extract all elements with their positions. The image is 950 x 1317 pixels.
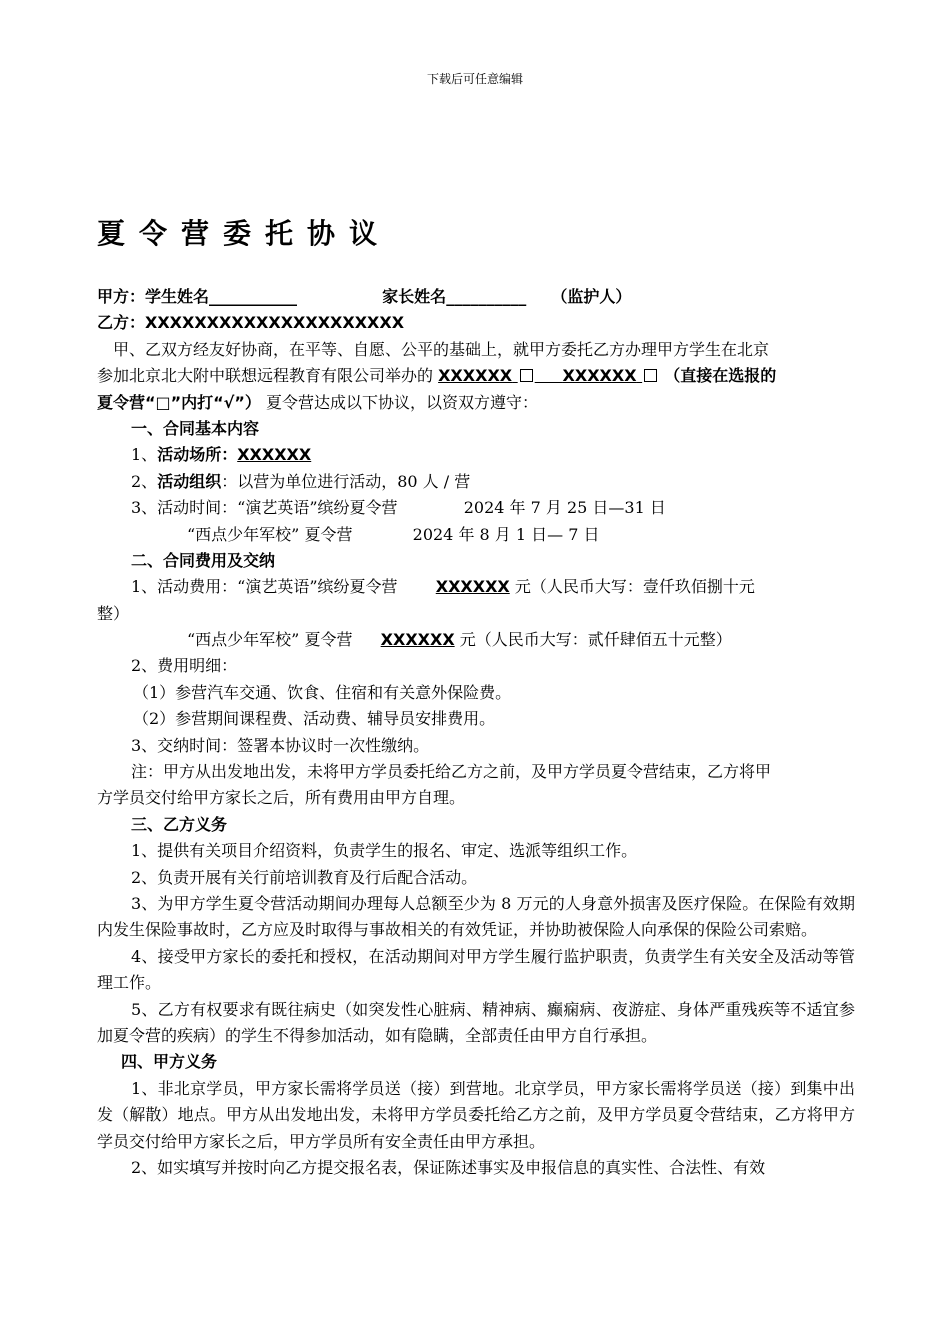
organization-key: 活动组织 (157, 471, 222, 491)
party-b-duty-1: 1、提供有关项目介绍资料，负责学生的报名、审定、选派等组织工作。 (131, 841, 638, 861)
time-camp-2: “西点少年军校” 夏令营 (187, 524, 353, 544)
fee-note-2: 方学员交付给甲方家长之后，所有费用由甲方自理。 (97, 788, 466, 808)
time-item-2 (97, 522, 855, 548)
page-title: 夏令营委托协议 (97, 217, 392, 250)
fee-amount-2: XXXXXX (380, 630, 455, 650)
party-b-duty-5: 5、乙方有权要求有既往病史（如突发性心脏病、精神病、癫痫病、夜游症、身体严重残疾等不适宜参加夏令营的疾病）的学生不得参加活动，如有隐瞒，全部责任由甲方自行承担。 (97, 999, 855, 1046)
party-a-label: 甲方：学生姓名 (97, 287, 210, 306)
time-date-2: 2024 年 8 月 1 日— 7 日 (412, 524, 600, 544)
party-b-line: 乙方：XXXXXXXXXXXXXXXXXXXXX (97, 313, 405, 333)
fee-line-1-cont: 整） (97, 603, 130, 623)
venue-key: 活动场所： (157, 445, 238, 465)
organization-value: ：以营为单位进行活动，80 人 / 营 (221, 471, 471, 491)
parent-name-label: 家长姓名 (382, 287, 447, 306)
party-a-duty-1: 1、非北京学员，甲方家长需将学员送（接）到营地。北京学员，甲方家长需将学员送（接）到集中出发（解散）地点。甲方从出发地出发，未将甲方学员委托给乙方之前，及甲方学员夏令营结束，乙方将甲方学员交付给甲方家长之后，甲方学员所有安全责任由甲方承担。 (97, 1078, 855, 1151)
checkbox-icon[interactable] (644, 369, 657, 382)
intro-line-2 (97, 363, 855, 389)
fee-detail-2: （2）参营期间课程费、活动费、辅导员安排费用。 (133, 709, 496, 729)
fee-camp-2: “西点少年军校” 夏令营 (187, 630, 353, 650)
section-heading-2: 二、合同费用及交纳 (131, 550, 276, 570)
fee-detail-1: （1）参营汽车交通、饮食、住宿和有关意外保险费。 (133, 682, 512, 702)
time-date-1: 2024 年 7 月 25 日—31 日 (463, 498, 666, 518)
section-heading-4: 四、甲方义务 (121, 1052, 218, 1072)
fee-text-2: 元（人民币大写：贰仟肆佰五十元整） (454, 630, 732, 650)
camp-choice-spacer (535, 366, 563, 385)
party-b-duty-2: 2、负责开展有关行前培训教育及行后配合活动。 (131, 867, 478, 887)
fee-note-1: 注：甲方从出发地出发，未将甲方学员委托给乙方之前，及甲方学员夏令营结束，乙方将甲 (131, 762, 772, 782)
checkbox-icon[interactable] (520, 369, 533, 382)
organization-item (97, 469, 855, 495)
header-note: 下载后可任意编辑 (426, 72, 523, 86)
fee-detail-heading: 2、费用明细： (131, 656, 238, 676)
venue-value: XXXXXX (237, 445, 312, 465)
party-b-duty-4: 4、接受甲方家长的委托和授权，在活动期间对甲方学生履行监护职责，负责学生有关安全及活动等管理工作。 (97, 946, 855, 993)
intro-line-1: 甲、乙双方经友好协商，在平等、自愿、公平的基础上，就甲方委托乙方办理甲方学生在北京 (113, 339, 770, 359)
intro-instruction: （直接在选报的 (664, 366, 777, 386)
fee-line-1 (97, 574, 855, 600)
intro-text-end: 夏令营达成以下协议，以资双方遵守： (265, 392, 538, 412)
party-a-line (97, 284, 855, 310)
fee-amount-1: XXXXXX (435, 577, 510, 597)
camp-choice-2-label: XXXXXX (562, 366, 637, 386)
time-item-1 (97, 495, 855, 521)
organization-number: 2、 (131, 471, 158, 491)
student-name-blank: ___________ (209, 287, 298, 306)
camp-choice-2 (563, 366, 660, 385)
guardian-note: （监护人） (551, 287, 632, 306)
fee-line-2 (97, 627, 855, 653)
intro-text: 参加北京北大附中联想远程教育有限公司举办的 (97, 366, 439, 386)
payment-time: 3、交纳时间：签署本协议时一次性缴纳。 (131, 735, 430, 755)
party-a-duty-2: 2、如实填写并按时向乙方提交报名表，保证陈述事实及申报信息的真实性、合法性、有效 (131, 1158, 766, 1178)
intro-line-3 (97, 390, 855, 416)
time-camp-1: 3、活动时间：“演艺英语”缤纷夏令营 (131, 498, 398, 518)
fee-text-1: 元（人民币大写：壹仟玖佰捌十元 (509, 577, 755, 597)
venue-number: 1、 (131, 445, 158, 465)
venue-item (97, 442, 855, 468)
section-heading-1: 一、合同基本内容 (131, 418, 260, 438)
parent-name-blank: __________ (446, 287, 527, 306)
camp-choice-1 (438, 366, 535, 385)
camp-choice-1-label: XXXXXX (438, 366, 513, 386)
fee-camp-1: 1、活动费用：“演艺英语”缤纷夏令营 (131, 577, 398, 597)
party-b-duty-3: 3、为甲方学生夏令营活动期间办理每人总额至少为 8 万元的人身意外损害及医疗保险。在保险有效期内发生保险事故时，乙方应及时取得与事故相关的有效凭证，并协助被保险人向承保的保险公司索赔。 (97, 893, 855, 940)
section-heading-3: 三、乙方义务 (131, 814, 228, 834)
agreement-body (97, 284, 855, 1181)
intro-instruction-cont: 夏令营“□”内打“√”） (97, 392, 261, 412)
